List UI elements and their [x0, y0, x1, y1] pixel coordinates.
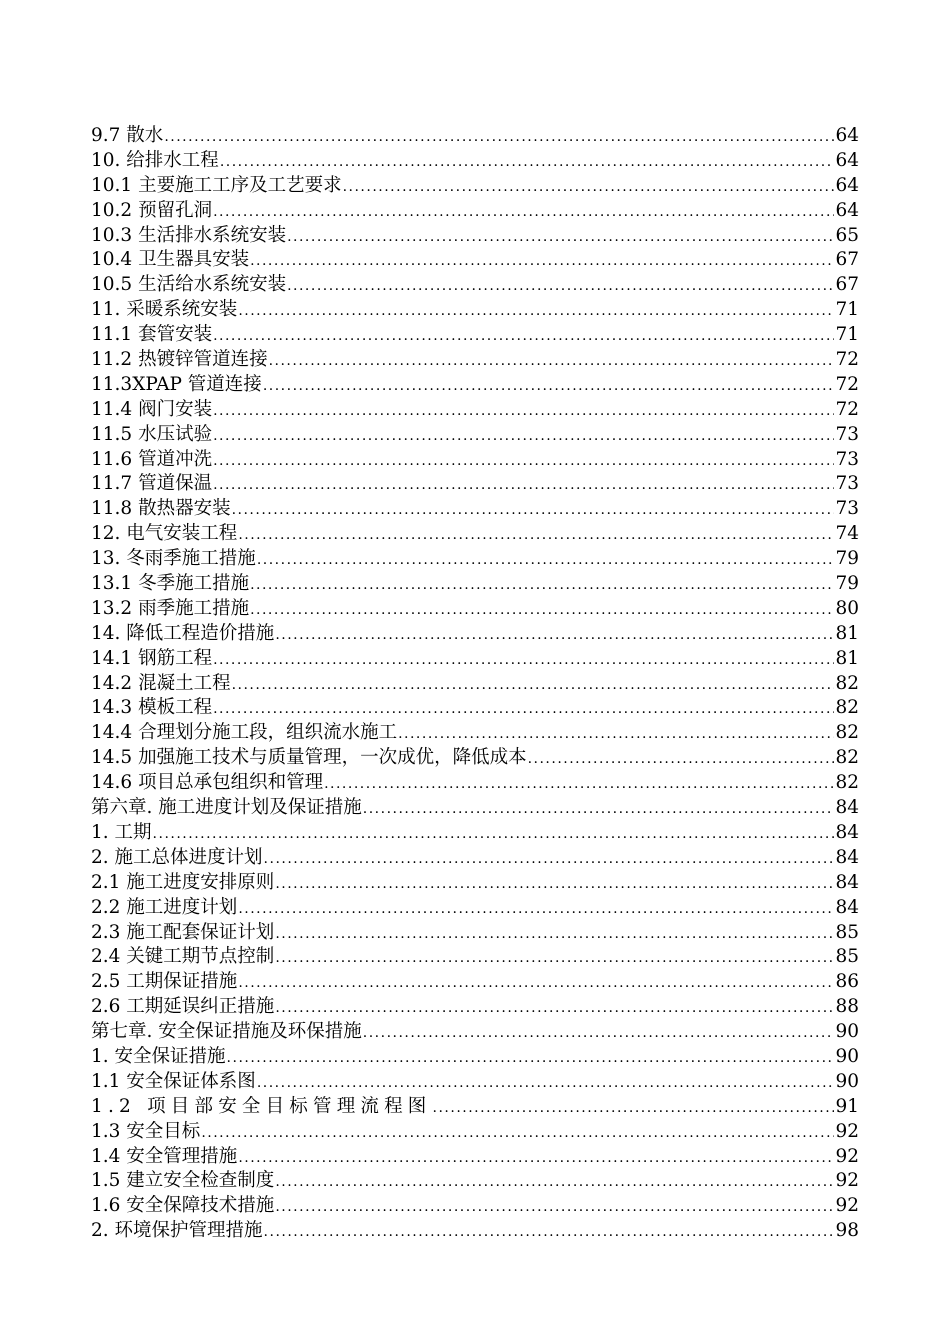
toc-entry-title: 第七章. 安全保证措施及环保措施 [91, 1020, 363, 1045]
toc-entry-page-number: 86 [834, 970, 859, 995]
toc-entry[interactable] [91, 672, 859, 697]
table-of-contents [91, 124, 859, 1244]
toc-entry-page-number: 85 [834, 945, 859, 970]
toc-entry[interactable] [91, 174, 859, 199]
toc-dot-leader [275, 996, 834, 1020]
toc-dot-leader [324, 772, 834, 796]
toc-entry-title: 14. 降低工程造价措施 [91, 622, 275, 647]
toc-entry-title: 1.1 安全保证体系图 [91, 1070, 257, 1095]
toc-entry-title: 9.7 散水 [91, 124, 164, 149]
toc-entry-page-number: 74 [834, 522, 859, 547]
toc-entry-title: 10.5 生活给水系统安装 [91, 273, 287, 298]
toc-entry-title: 11.1 套管安装 [91, 323, 213, 348]
toc-entry-title: 10.1 主要施工工序及工艺要求 [91, 174, 343, 199]
toc-dot-leader [269, 349, 835, 373]
toc-entry-page-number: 64 [834, 199, 859, 224]
toc-entry-title: 1. 安全保证措施 [91, 1045, 227, 1070]
toc-entry-title: 11.2 热镀锌管道连接 [91, 348, 269, 373]
toc-entry-page-number: 82 [834, 672, 859, 697]
toc-entry-page-number: 84 [834, 846, 859, 871]
toc-dot-leader [275, 1195, 834, 1219]
toc-entry-title: 11.4 阀门安装 [91, 398, 213, 423]
toc-entry[interactable] [91, 1070, 859, 1095]
toc-entry-title: 2.3 施工配套保证计划 [91, 921, 275, 946]
toc-entry-page-number: 90 [834, 1045, 859, 1070]
toc-entry-title: 11.6 管道冲洗 [91, 448, 213, 473]
toc-dot-leader [275, 1170, 834, 1194]
toc-dot-leader [238, 1146, 834, 1170]
toc-dot-leader [343, 175, 835, 199]
toc-dot-leader [433, 1096, 835, 1120]
toc-entry-title: 2.6 工期延误纠正措施 [91, 995, 275, 1020]
toc-entry-page-number: 64 [834, 149, 859, 174]
toc-dot-leader [275, 872, 834, 896]
toc-dot-leader [213, 200, 834, 224]
toc-dot-leader [227, 1046, 835, 1070]
toc-dot-leader [232, 498, 835, 522]
toc-dot-leader [213, 697, 834, 721]
toc-entry-title: 11.3XPAP 管道连接 [91, 373, 263, 398]
toc-entry[interactable] [91, 622, 859, 647]
toc-entry-page-number: 81 [834, 647, 859, 672]
toc-dot-leader [232, 673, 835, 697]
toc-entry-title: 14.3 模板工程 [91, 696, 213, 721]
toc-entry-page-number: 92 [834, 1169, 859, 1194]
toc-entry-page-number: 65 [834, 224, 859, 249]
toc-entry-page-number: 82 [834, 721, 859, 746]
toc-entry-title: 2.4 关键工期节点控制 [91, 945, 275, 970]
toc-entry[interactable] [91, 746, 859, 771]
toc-entry-title: 2.1 施工进度安排原则 [91, 871, 275, 896]
toc-entry[interactable] [91, 547, 859, 572]
toc-entry-page-number: 82 [834, 746, 859, 771]
toc-dot-leader [257, 1071, 835, 1095]
toc-dot-leader [153, 822, 835, 846]
toc-entry-title: 2.5 工期保证措施 [91, 970, 238, 995]
toc-entry-title: 1. 工期 [91, 821, 153, 846]
toc-dot-leader [220, 150, 835, 174]
toc-entry-title: 第六章. 施工进度计划及保证措施 [91, 796, 363, 821]
toc-dot-leader [238, 523, 834, 547]
toc-entry[interactable] [91, 647, 859, 672]
toc-entry[interactable] [91, 995, 859, 1020]
toc-entry-title: 11.7 管道保温 [91, 472, 213, 497]
toc-entry-title: 10.4 卫生器具安装 [91, 248, 250, 273]
toc-dot-leader [275, 623, 834, 647]
toc-dot-leader [363, 797, 835, 821]
toc-dot-leader [213, 424, 834, 448]
toc-entry[interactable] [91, 945, 859, 970]
toc-dot-leader [287, 274, 834, 298]
toc-dot-leader [201, 1121, 834, 1145]
toc-entry[interactable] [91, 298, 859, 323]
toc-entry-title: 11. 采暖系统安装 [91, 298, 238, 323]
toc-entry-page-number: 84 [834, 896, 859, 921]
toc-dot-leader [275, 922, 834, 946]
toc-entry[interactable] [91, 398, 859, 423]
toc-entry-page-number: 91 [834, 1095, 859, 1120]
toc-entry-title: 14.5 加强施工技术与质量管理，一次成优，降低成本 [91, 746, 528, 771]
toc-dot-leader [164, 125, 834, 149]
toc-dot-leader [257, 548, 835, 572]
toc-entry[interactable] [91, 771, 859, 796]
toc-entry-title: 1.2 项目部安全目标管理流程图 [91, 1095, 433, 1120]
toc-entry-page-number: 92 [834, 1145, 859, 1170]
toc-entry-title: 11.8 散热器安装 [91, 497, 232, 522]
toc-entry[interactable] [91, 970, 859, 995]
toc-dot-leader [250, 249, 834, 273]
toc-entry[interactable] [91, 1219, 859, 1244]
toc-dot-leader [287, 225, 834, 249]
toc-dot-leader [213, 648, 834, 672]
toc-entry-page-number: 79 [834, 547, 859, 572]
toc-entry-page-number: 73 [834, 497, 859, 522]
toc-entry[interactable] [91, 1095, 859, 1120]
toc-entry-title: 13. 冬雨季施工措施 [91, 547, 257, 572]
toc-dot-leader [213, 449, 834, 473]
toc-entry-title: 1.5 建立安全检查制度 [91, 1169, 275, 1194]
toc-entry-page-number: 92 [834, 1120, 859, 1145]
toc-dot-leader [275, 946, 834, 970]
toc-entry-page-number: 72 [834, 373, 859, 398]
toc-entry[interactable] [91, 224, 859, 249]
toc-entry-title: 1.6 安全保障技术措施 [91, 1194, 275, 1219]
toc-entry[interactable] [91, 1145, 859, 1170]
toc-entry-page-number: 84 [834, 796, 859, 821]
toc-entry[interactable] [91, 1020, 859, 1045]
toc-entry[interactable] [91, 696, 859, 721]
toc-entry-title: 2.2 施工进度计划 [91, 896, 238, 921]
toc-entry-title: 14.2 混凝土工程 [91, 672, 232, 697]
toc-entry[interactable] [91, 896, 859, 921]
toc-entry-page-number: 72 [834, 398, 859, 423]
toc-entry-page-number: 73 [834, 472, 859, 497]
toc-entry-page-number: 79 [834, 572, 859, 597]
toc-entry-title: 11.5 水压试验 [91, 423, 213, 448]
toc-entry[interactable] [91, 846, 859, 871]
toc-entry[interactable] [91, 1120, 859, 1145]
toc-entry-page-number: 84 [834, 871, 859, 896]
toc-entry-page-number: 73 [834, 423, 859, 448]
toc-entry[interactable] [91, 323, 859, 348]
toc-entry[interactable] [91, 273, 859, 298]
toc-entry-page-number: 67 [834, 273, 859, 298]
toc-entry-title: 2. 环境保护管理措施 [91, 1219, 264, 1244]
toc-entry[interactable] [91, 1169, 859, 1194]
toc-entry-page-number: 73 [834, 448, 859, 473]
toc-entry[interactable] [91, 821, 859, 846]
toc-entry-page-number: 67 [834, 248, 859, 273]
toc-entry-title: 13.2 雨季施工措施 [91, 597, 250, 622]
toc-entry-page-number: 72 [834, 348, 859, 373]
toc-entry-title: 10.2 预留孔洞 [91, 199, 213, 224]
toc-entry[interactable] [91, 199, 859, 224]
toc-entry-title: 14.1 钢筋工程 [91, 647, 213, 672]
toc-dot-leader [528, 747, 835, 771]
toc-entry[interactable] [91, 472, 859, 497]
toc-entry[interactable] [91, 796, 859, 821]
toc-dot-leader [213, 324, 834, 348]
toc-entry-title: 12. 电气安装工程 [91, 522, 238, 547]
toc-entry-page-number: 71 [834, 298, 859, 323]
toc-entry-title: 10.3 生活排水系统安装 [91, 224, 287, 249]
toc-dot-leader [238, 897, 834, 921]
toc-entry[interactable] [91, 572, 859, 597]
toc-entry[interactable] [91, 348, 859, 373]
toc-dot-leader [264, 847, 835, 871]
toc-entry-title: 2. 施工总体进度计划 [91, 846, 264, 871]
toc-dot-leader [238, 971, 834, 995]
toc-entry-title: 14.4 合理划分施工段，组织流水施工 [91, 721, 398, 746]
toc-entry[interactable] [91, 124, 859, 149]
toc-entry-page-number: 71 [834, 323, 859, 348]
toc-entry[interactable] [91, 423, 859, 448]
toc-entry-page-number: 80 [834, 597, 859, 622]
toc-entry-title: 1.3 安全目标 [91, 1120, 201, 1145]
toc-entry[interactable] [91, 522, 859, 547]
toc-entry-title: 14.6 项目总承包组织和管理 [91, 771, 324, 796]
toc-dot-leader [363, 1021, 835, 1045]
toc-entry-page-number: 90 [834, 1020, 859, 1045]
toc-dot-leader [238, 299, 834, 323]
toc-entry-page-number: 82 [834, 696, 859, 721]
toc-dot-leader [213, 399, 834, 423]
toc-entry-page-number: 82 [834, 771, 859, 796]
toc-entry-page-number: 85 [834, 921, 859, 946]
toc-entry-page-number: 90 [834, 1070, 859, 1095]
toc-entry-page-number: 98 [834, 1219, 859, 1244]
toc-dot-leader [213, 473, 834, 497]
toc-entry-page-number: 88 [834, 995, 859, 1020]
toc-entry-title: 10. 给排水工程 [91, 149, 220, 174]
toc-entry[interactable] [91, 1045, 859, 1070]
toc-entry-title: 1.4 安全管理措施 [91, 1145, 238, 1170]
toc-dot-leader [398, 722, 834, 746]
toc-dot-leader [250, 598, 834, 622]
toc-entry-page-number: 64 [834, 174, 859, 199]
toc-entry[interactable] [91, 921, 859, 946]
toc-entry[interactable] [91, 721, 859, 746]
toc-entry-page-number: 92 [834, 1194, 859, 1219]
toc-entry-title: 13.1 冬季施工措施 [91, 572, 250, 597]
toc-dot-leader [263, 374, 835, 398]
toc-entry[interactable] [91, 871, 859, 896]
toc-entry[interactable] [91, 448, 859, 473]
toc-dot-leader [250, 573, 834, 597]
toc-entry-page-number: 64 [834, 124, 859, 149]
toc-entry[interactable] [91, 597, 859, 622]
toc-entry-page-number: 81 [834, 622, 859, 647]
toc-dot-leader [264, 1220, 835, 1244]
toc-entry[interactable] [91, 497, 859, 522]
toc-entry[interactable] [91, 373, 859, 398]
toc-entry[interactable] [91, 1194, 859, 1219]
toc-entry[interactable] [91, 248, 859, 273]
toc-entry-page-number: 84 [834, 821, 859, 846]
toc-entry[interactable] [91, 149, 859, 174]
